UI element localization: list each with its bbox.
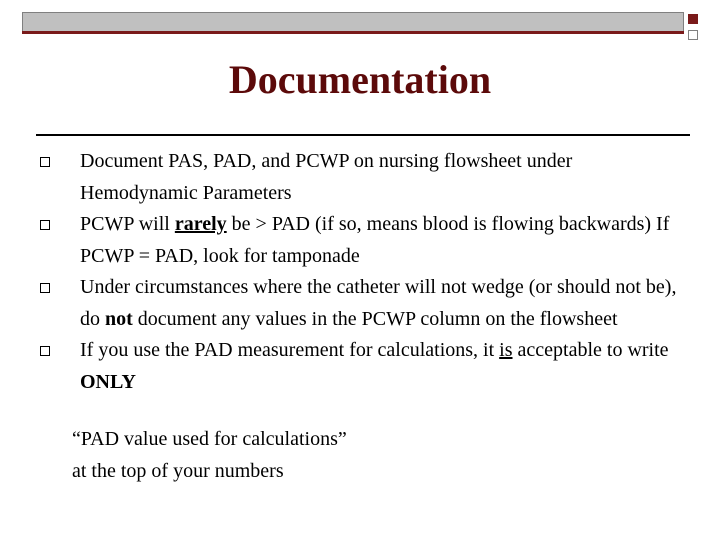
square-bullet-icon xyxy=(40,283,50,293)
square-bullet-icon xyxy=(40,157,50,167)
bullet-text: PCWP will xyxy=(80,213,175,235)
continuation-line: “PAD value used for calculations” xyxy=(72,428,347,450)
title-divider xyxy=(36,134,690,136)
bullet-text: If you use the PAD measurement for calculations, it xyxy=(80,339,500,361)
bullet-text: document any values in the PCWP column on the flowsheet xyxy=(132,307,618,330)
continuation-block xyxy=(0,424,720,487)
bullet-item xyxy=(0,146,720,209)
corner-square-outline-icon xyxy=(688,30,698,40)
square-bullet-icon xyxy=(40,220,50,230)
bullet-text: acceptable to write xyxy=(512,339,669,361)
bullet-item xyxy=(0,209,720,272)
bullet-item xyxy=(0,335,720,398)
continuation-line: at the top of your numbers xyxy=(72,459,284,482)
bullet-text: Document PAS, PAD, and PCWP on nursing flowsheet under Hemodynamic Parameters xyxy=(80,150,573,204)
bullet-list xyxy=(0,146,720,398)
square-bullet-icon xyxy=(40,346,50,356)
bullet-emphasis: rarely xyxy=(174,213,227,235)
header-bar-accent-line xyxy=(22,31,684,34)
slide-title: Documentation xyxy=(228,57,492,102)
bullet-item xyxy=(0,272,720,335)
bullet-text: be > PAD (if so, means blood is flowing backwards) If PCWP = PAD, look for tamponade xyxy=(80,213,670,267)
bullet-emphasis: not xyxy=(105,307,133,330)
bullet-emphasis: ONLY xyxy=(80,370,136,393)
bullet-text: Under circumstances where the catheter will not wedge (or should not be), do xyxy=(80,276,677,330)
bullet-emphasis: is xyxy=(499,339,513,361)
corner-square-filled-icon xyxy=(688,14,698,24)
